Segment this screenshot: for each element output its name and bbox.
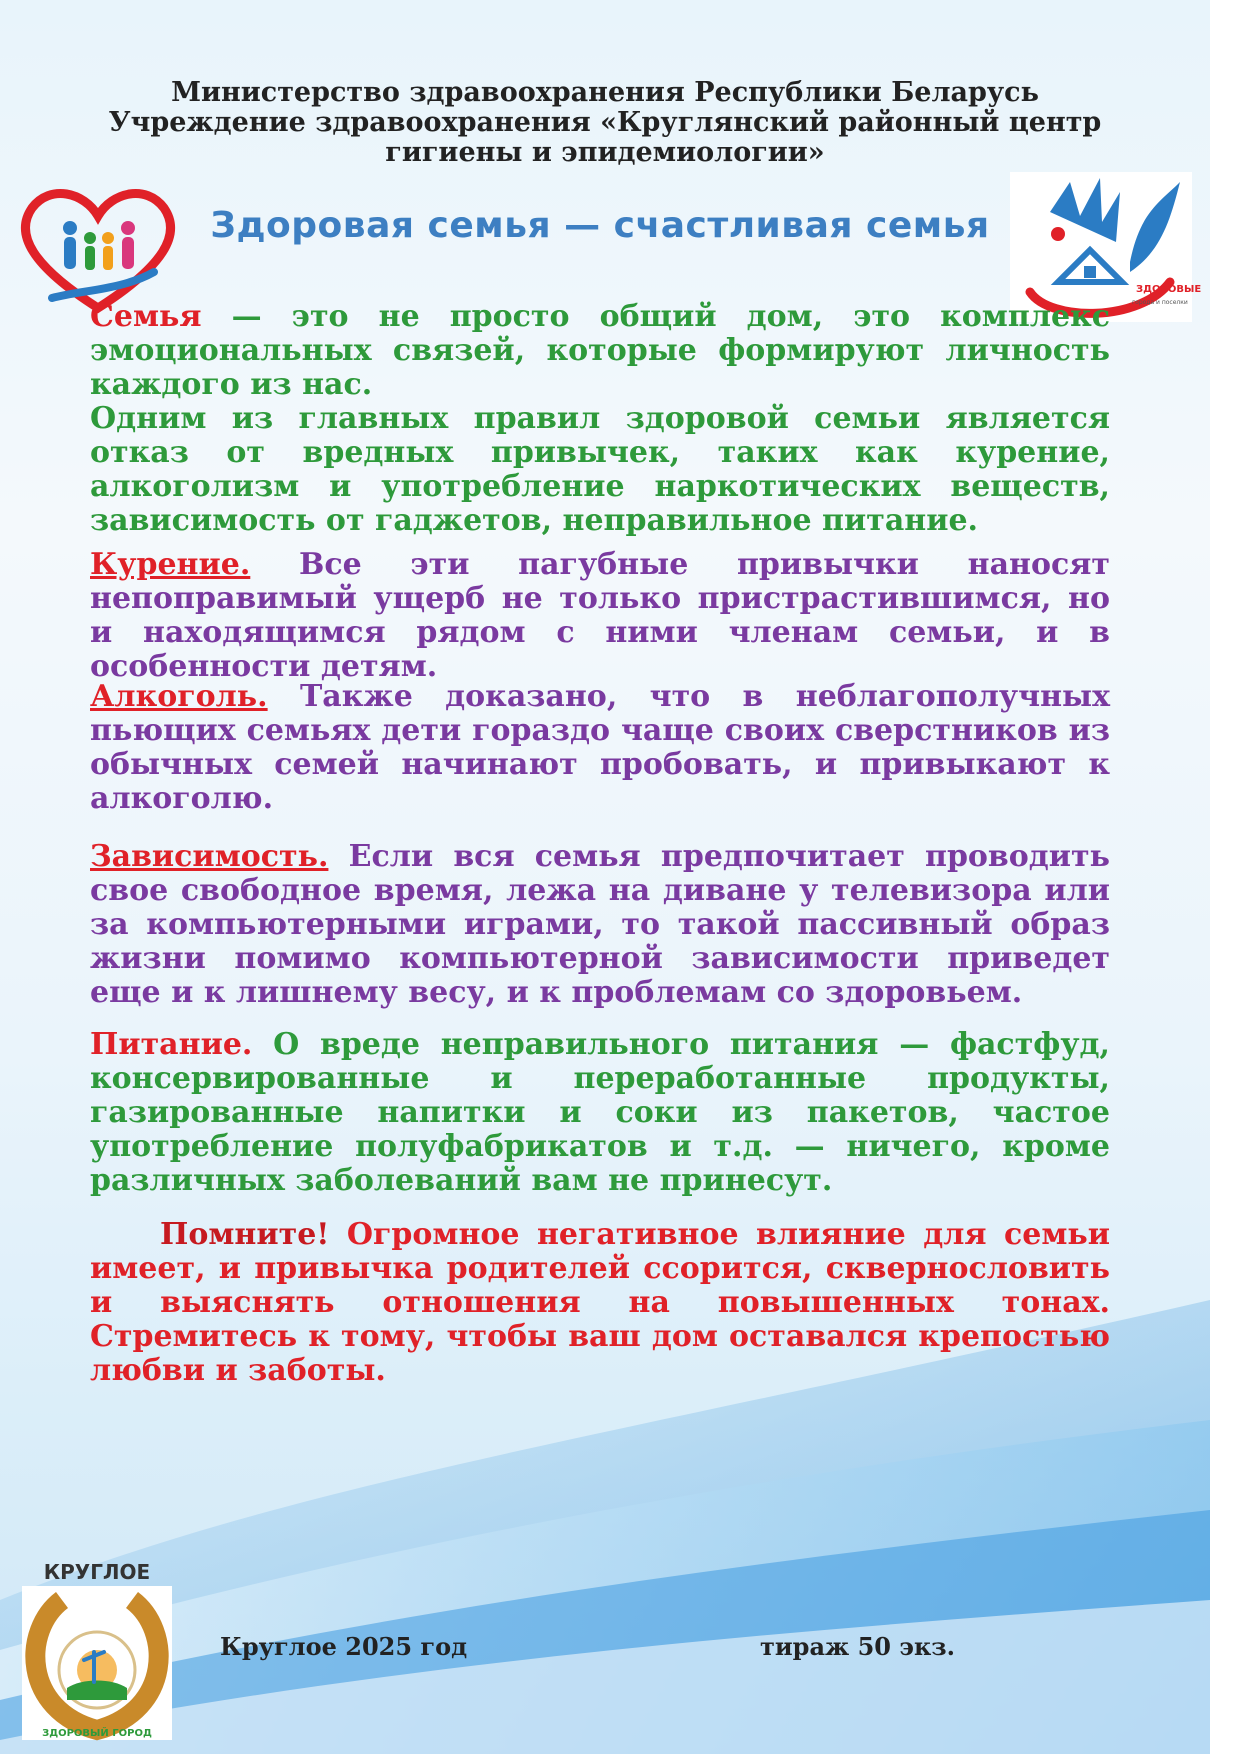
smoking-paragraph (90, 548, 1110, 684)
healthy-cities-label: ЗДОРОВЫЕ (1136, 284, 1202, 295)
remember-paragraph (90, 1218, 1110, 1388)
header-line-3: гигиены и эпидемиологии» (385, 137, 825, 168)
kruglo-logo-label: КРУГЛОЕ (43, 1560, 151, 1584)
issuer-header (60, 78, 1150, 168)
nutrition-paragraph (90, 1028, 1110, 1198)
header-line-2: Учреждение здравоохранения «Круглянский районный центр (108, 107, 1102, 138)
page-title: Здоровая семья — счастливая семья (210, 205, 990, 246)
header-line-1: Министерство здравоохранения Республики Беларусь (171, 77, 1039, 108)
circulation: тираж 50 экз. (760, 1632, 955, 1661)
intro-text-2: Одним из главных правил здоровой семьи является отказ от вредных привычек, таких как курение, алкоголизм и употребление наркотических веществ, зависимость от гаджетов, неправильное питание. (90, 401, 1110, 538)
intro-text-1: — это не просто общий дом, это комплекс эмоциональных связей, которые формируют личность каждого из нас. (90, 299, 1110, 402)
nutrition-text: О вреде неправильного питания — фастфуд, консервированные и переработанные продукты, газированные напитки и соки из пакетов, частое употребление полуфабрикатов и т.д. — ничего, кроме различных заболеваний вам не принесут. (90, 1027, 1110, 1198)
alcohol-text: Также доказано, что в неблагополучных пьющих семьях дети гораздо чаще своих сверстников из обычных семей начинают пробовать, и привыкают к алкоголю. (90, 679, 1110, 816)
keyword-nutrition: Питание. (90, 1027, 253, 1062)
remember-text: Огромное негативное влияние для семьи имеет, и привычка родителей ссорится, сквернословить и выяснять отношения на повышенных тонах. Стремитесь к тому, чтобы ваш дом оставался крепостью любви и заботы. (90, 1217, 1110, 1388)
kruglo-ring-text: ЗДОРОВЫЙ ГОРОД (42, 1728, 152, 1739)
smoking-text: Все эти пагубные привычки наносят непоправимый ущерб не только пристрастившимся, но и находящимся рядом с ними членам семьи, и в особенности детям. (90, 547, 1110, 684)
keyword-dependency: Зависимость. (90, 839, 329, 874)
healthy-cities-sublabel: города и поселки (1132, 299, 1188, 306)
dependency-text: Если вся семья предпочитает проводить свое свободное время, лежа на диване у телевизора или за компьютерными играми, то такой пассивный образ жизни помимо компьютерной зависимости приведет еще и к лишнему весу, и к проблемам со здоровьем. (90, 839, 1110, 1010)
kruglo-healthy-city-logo (22, 1560, 172, 1740)
place-year: Круглое 2025 год (220, 1632, 468, 1661)
keyword-alcohol: Алкоголь. (90, 679, 268, 714)
keyword-smoking: Курение. (90, 547, 251, 582)
intro-paragraph (90, 300, 1110, 538)
alcohol-paragraph (90, 680, 1110, 816)
dependency-paragraph (90, 840, 1110, 1010)
keyword-family: Семья (90, 299, 202, 334)
keyword-remember: Помните! (160, 1217, 330, 1252)
